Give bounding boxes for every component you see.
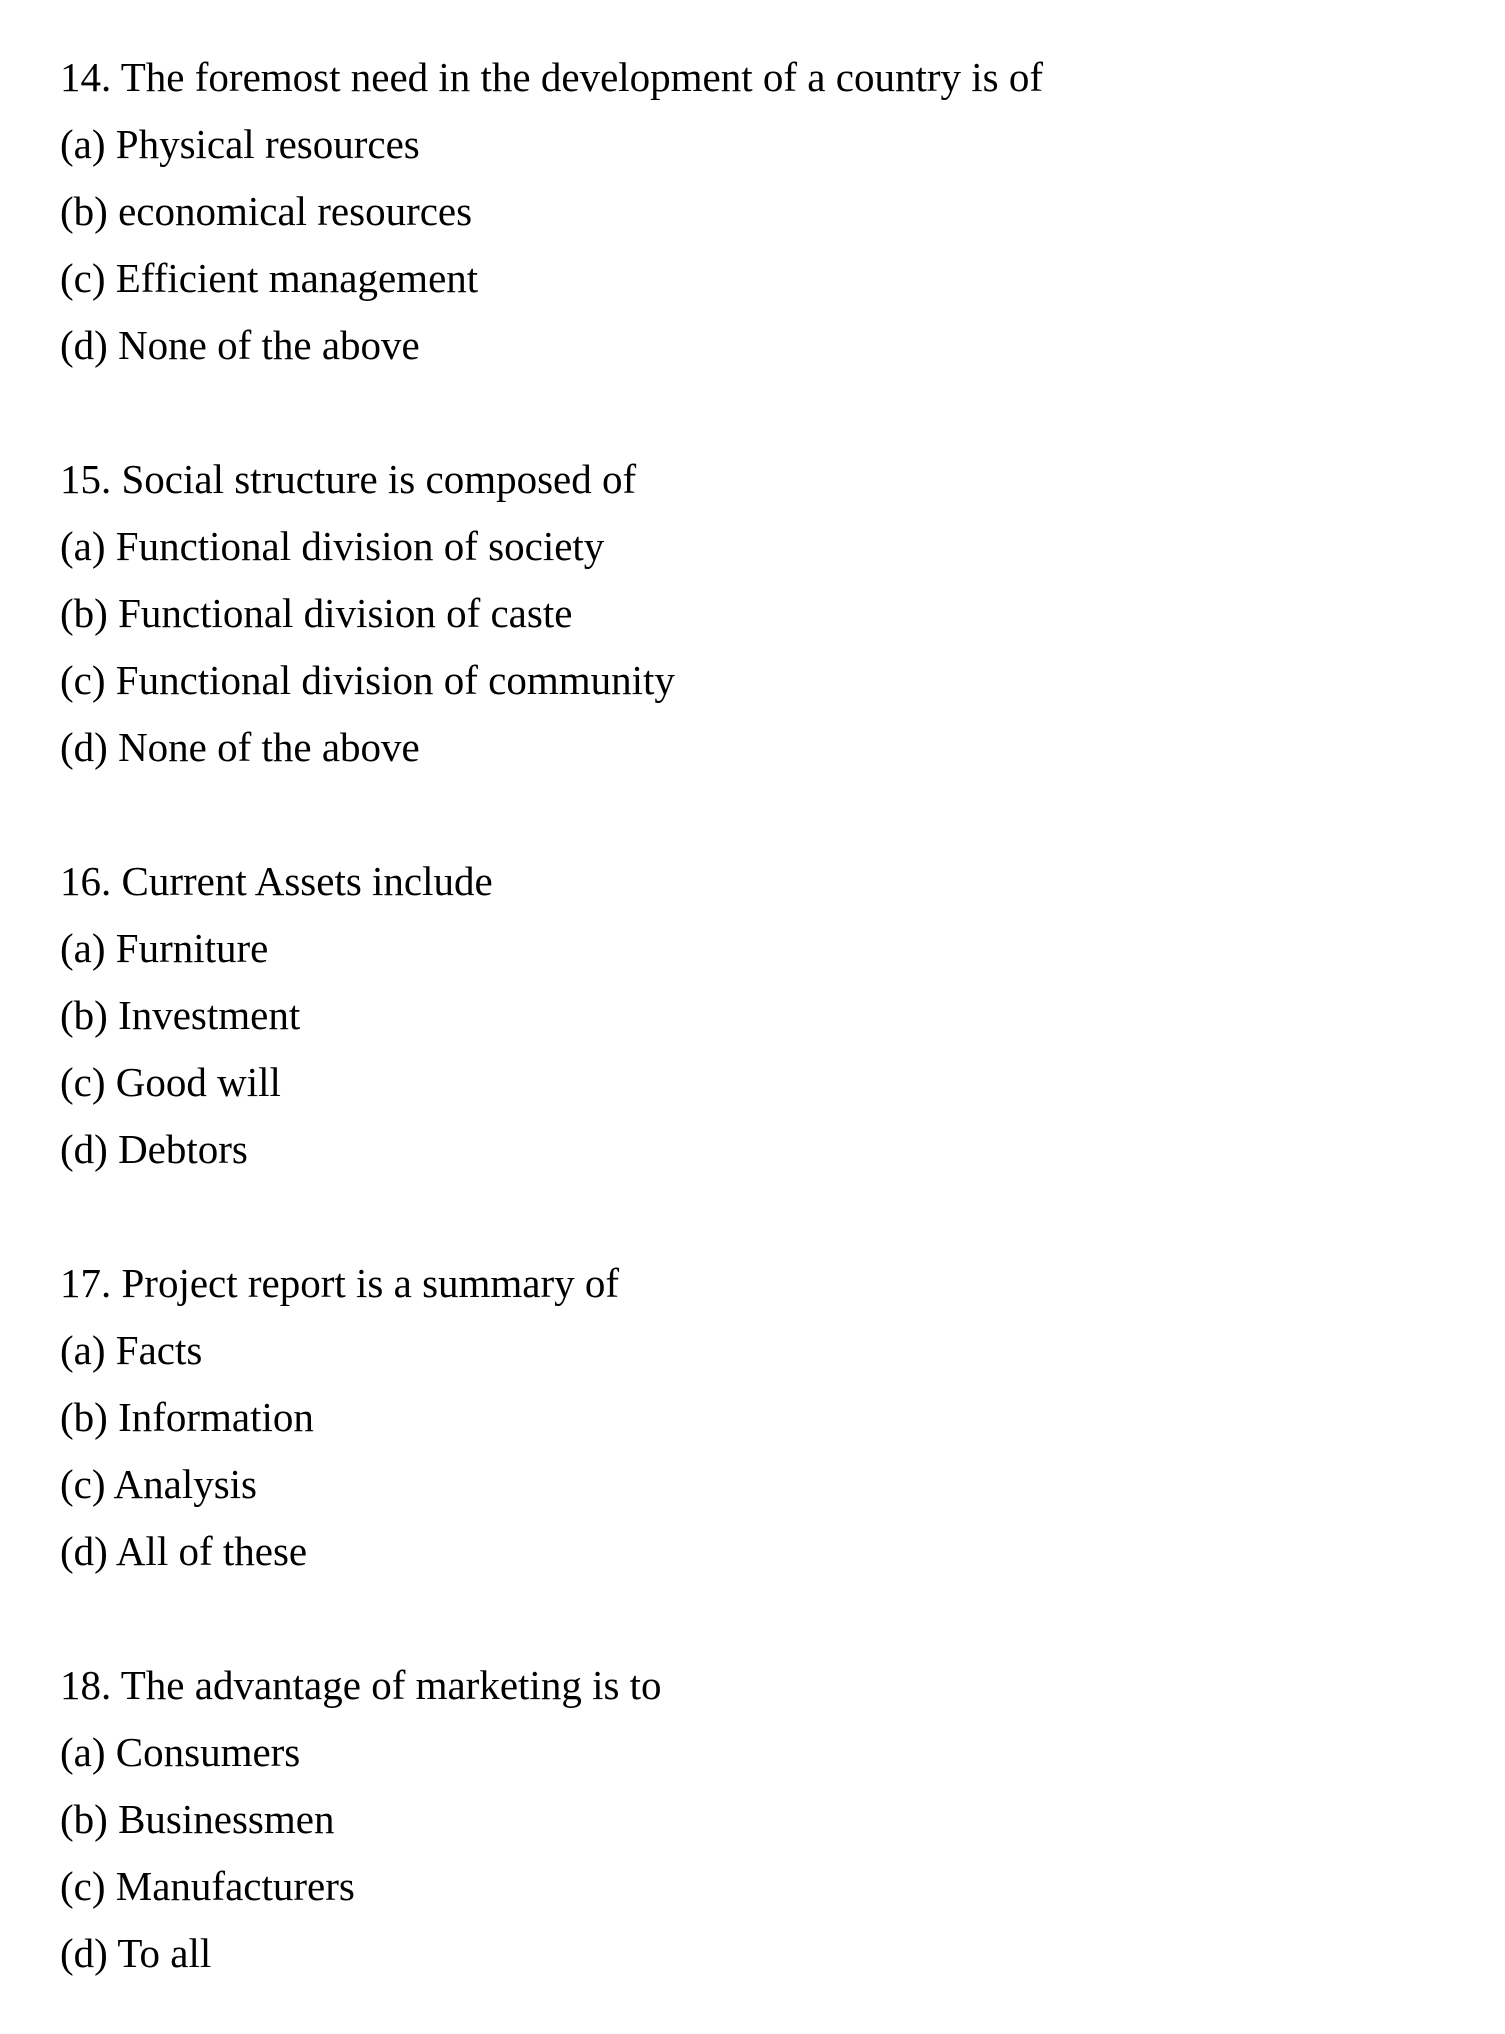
option-label: (a) <box>60 1327 106 1373</box>
option-c <box>60 1049 1505 1116</box>
option-label: (b) <box>60 188 108 234</box>
option-b <box>60 580 1505 647</box>
option-d <box>60 1518 1505 1585</box>
question-16 <box>60 848 1505 1183</box>
question-stem <box>60 44 1505 111</box>
option-label: (d) <box>60 1930 108 1976</box>
option-label: (a) <box>60 925 106 971</box>
question-14 <box>60 44 1505 379</box>
option-text: Functional division of caste <box>118 590 573 636</box>
option-d <box>60 1116 1505 1183</box>
option-text: Consumers <box>115 1729 301 1775</box>
option-text: Debtors <box>118 1126 248 1172</box>
question-number: 14. <box>60 54 112 100</box>
question-number: 18. <box>60 1662 112 1708</box>
option-label: (d) <box>60 724 108 770</box>
option-label: (d) <box>60 1126 108 1172</box>
option-label: (c) <box>60 1059 106 1105</box>
option-label: (c) <box>60 657 106 703</box>
question-text: Current Assets include <box>121 858 493 904</box>
option-text: Functional division of society <box>115 523 605 569</box>
option-text: Physical resources <box>115 121 420 167</box>
option-text: Functional division of community <box>115 657 675 703</box>
question-stem <box>60 446 1505 513</box>
question-text: Project report is a summary of <box>121 1260 620 1306</box>
option-text: Analysis <box>113 1461 258 1507</box>
option-text: None of the above <box>118 724 420 770</box>
question-15 <box>60 446 1505 781</box>
option-text: To all <box>117 1930 212 1976</box>
option-a <box>60 1317 1505 1384</box>
option-d <box>60 312 1505 379</box>
option-c <box>60 245 1505 312</box>
question-number: 17. <box>60 1260 112 1306</box>
option-b <box>60 178 1505 245</box>
option-c <box>60 1451 1505 1518</box>
question-text: The foremost need in the development of a country is of <box>120 54 1043 100</box>
option-label: (c) <box>60 1863 106 1909</box>
question-number: 16. <box>60 858 112 904</box>
option-label: (d) <box>60 322 108 368</box>
option-c <box>60 647 1505 714</box>
option-c <box>60 1853 1505 1920</box>
option-text: Businessmen <box>118 1796 335 1842</box>
option-label: (c) <box>60 255 106 301</box>
option-label: (b) <box>60 590 108 636</box>
option-label: (c) <box>60 1461 106 1507</box>
question-text: The advantage of marketing is to <box>120 1662 662 1708</box>
option-text: Investment <box>118 992 301 1038</box>
question-18 <box>60 1652 1505 1987</box>
option-label: (a) <box>60 523 106 569</box>
option-text: Manufacturers <box>115 1863 355 1909</box>
option-text: Facts <box>115 1327 203 1373</box>
option-label: (b) <box>60 1796 108 1842</box>
option-label: (a) <box>60 1729 106 1775</box>
option-b <box>60 1384 1505 1451</box>
option-text: Furniture <box>115 925 269 971</box>
question-stem <box>60 848 1505 915</box>
option-text: Efficient management <box>115 255 479 301</box>
option-a <box>60 915 1505 982</box>
option-a <box>60 513 1505 580</box>
question-number: 15. <box>60 456 112 502</box>
option-text: Information <box>118 1394 314 1440</box>
question-stem <box>60 1652 1505 1719</box>
question-17 <box>60 1250 1505 1585</box>
option-b <box>60 982 1505 1049</box>
option-text: All of these <box>115 1528 308 1574</box>
option-label: (b) <box>60 992 108 1038</box>
option-b <box>60 1786 1505 1853</box>
option-d <box>60 714 1505 781</box>
option-text: None of the above <box>118 322 420 368</box>
option-label: (a) <box>60 121 106 167</box>
question-text: Social structure is composed of <box>121 456 637 502</box>
option-label: (d) <box>60 1528 108 1574</box>
option-label: (b) <box>60 1394 108 1440</box>
option-d <box>60 1920 1505 1987</box>
option-text: economical resources <box>118 188 473 234</box>
question-stem <box>60 1250 1505 1317</box>
option-text: Good will <box>115 1059 281 1105</box>
option-a <box>60 1719 1505 1786</box>
option-a <box>60 111 1505 178</box>
